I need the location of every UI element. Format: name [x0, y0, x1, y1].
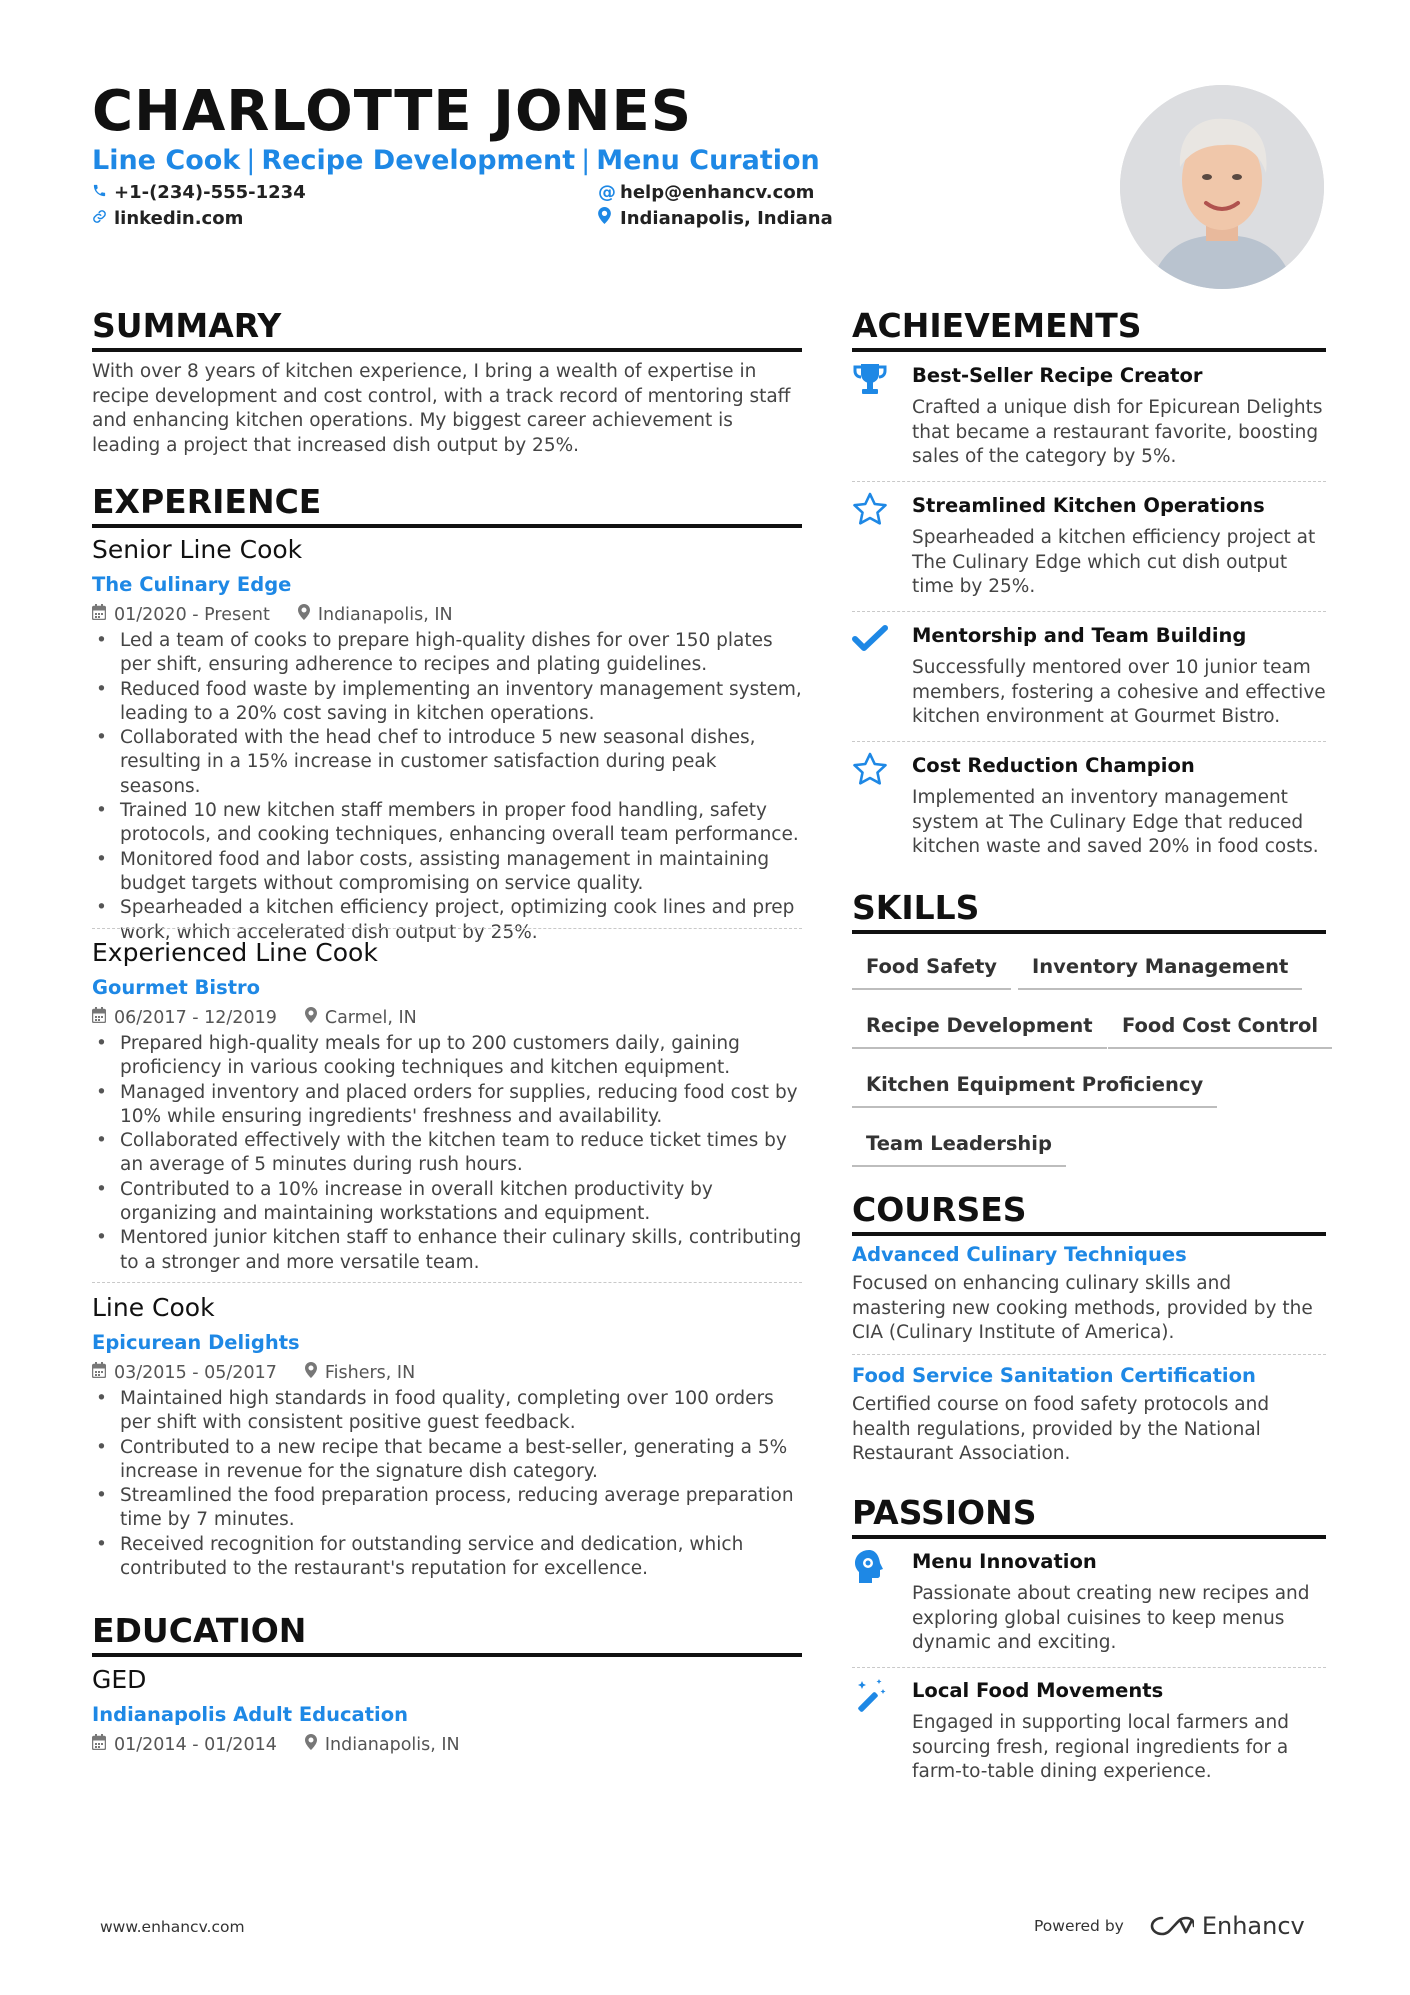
skill-tag: Recipe Development — [852, 1007, 1107, 1049]
divider — [852, 611, 1326, 612]
candidate-name: CHARLOTTE JONES — [92, 79, 693, 144]
job-bullets — [92, 1387, 802, 1581]
experience-entry — [92, 534, 802, 945]
achievement-item — [852, 492, 1326, 600]
location-pin-icon — [598, 207, 620, 231]
bullet-item: • Monitored food and labor costs, assisting management in maintaining budget targets without compromising on service quality. — [92, 848, 802, 897]
enhancv-logo-icon — [1148, 1914, 1194, 1938]
headline-part-3: Menu Curation — [596, 145, 820, 176]
achievement-text: Spearheaded a kitchen efficiency project at The Culinary Edge which cut dish output time by 25%. — [912, 527, 1316, 597]
bullet-item: • Contributed to a 10% increase in overall kitchen productivity by organizing and maintaining workstations and equipment. — [92, 1178, 802, 1227]
achievement-text: Successfully mentored over 10 junior team members, fostering a cohesive and effective kitchen environment at Gourmet Bistro. — [912, 657, 1326, 727]
divider — [852, 741, 1326, 742]
star-outline-icon — [852, 492, 892, 532]
contact-phone[interactable] — [92, 181, 306, 205]
linkedin-text: linkedin.com — [114, 208, 244, 229]
headline-part-2: Recipe Development — [261, 145, 576, 176]
job-location: Fishers, IN — [324, 1363, 416, 1383]
job-meta — [92, 1006, 802, 1030]
divider — [92, 1282, 802, 1283]
job-company[interactable]: The Culinary Edge — [92, 573, 292, 596]
job-company[interactable]: Gourmet Bistro — [92, 976, 261, 999]
passion-title: Local Food Movements — [912, 1679, 1164, 1702]
achievement-text: Crafted a unique dish for Epicurean Delights that became a restaurant favorite, boosting sales of the category by 5%. — [912, 397, 1323, 467]
achievement-title: Best-Seller Recipe Creator — [912, 364, 1203, 387]
location-text: Indianapolis, Indiana — [620, 208, 833, 229]
job-meta — [92, 1361, 802, 1385]
divider — [92, 928, 802, 929]
course-text: Certified course on food safety protocols and health regulations, provided by the National Restaurant Association. — [852, 1394, 1270, 1464]
education-meta — [92, 1733, 802, 1757]
bullet-item: • Contributed to a new recipe that became a best-seller, generating a 5% increase in revenue for the signature dish category. — [92, 1436, 802, 1485]
phone-icon — [92, 181, 114, 205]
calendar-icon — [92, 1361, 106, 1385]
experience-entry — [92, 1292, 802, 1581]
location-pin-icon — [305, 1006, 317, 1030]
achievement-title: Mentorship and Team Building — [912, 624, 1247, 647]
job-company[interactable]: Epicurean Delights — [92, 1331, 300, 1354]
job-location: Carmel, IN — [324, 1008, 417, 1028]
education-entry — [92, 1664, 802, 1757]
passion-text: Engaged in supporting local farmers and sourcing fresh, regional ingredients for a farm-to-table dining experience. — [912, 1712, 1289, 1782]
summary-heading: SUMMARY — [92, 306, 802, 352]
education-location: Indianapolis, IN — [324, 1735, 460, 1755]
skill-tag: Kitchen Equipment Proficiency — [852, 1066, 1217, 1108]
bullet-item: • Led a team of cooks to prepare high-quality dishes for over 150 plates per shift, ensuring adherence to recipes and plating guidelines. — [92, 629, 802, 678]
job-role: Experienced Line Cook — [92, 938, 378, 967]
job-dates: 03/2015 - 05/2017 — [114, 1363, 277, 1383]
passion-title: Menu Innovation — [912, 1550, 1097, 1573]
course-item — [852, 1363, 1326, 1467]
passions-heading: PASSIONS — [852, 1493, 1326, 1539]
contact-email[interactable] — [598, 181, 814, 205]
summary-text: With over 8 years of kitchen experience, I bring a wealth of expertise in recipe development and cost control, with a track record of mentoring staff and enhancing kitchen operations. My biggest career achievement is leading a project that increased dish output by 25%. — [92, 361, 791, 456]
degree: GED — [92, 1665, 147, 1694]
job-bullets — [92, 1032, 802, 1275]
courses-heading: COURSES — [852, 1190, 1326, 1236]
achievement-item — [852, 622, 1326, 730]
skill-tag: Food Cost Control — [1108, 1007, 1332, 1049]
enhancv-logo[interactable] — [1148, 1912, 1305, 1940]
job-role: Line Cook — [92, 1293, 215, 1322]
experience-entry — [92, 937, 802, 1275]
achievements-heading: ACHIEVEMENTS — [852, 306, 1326, 352]
bullet-item: • Prepared high-quality meals for up to 200 customers daily, gaining proficiency in various cooking techniques and kitchen equipment. — [92, 1032, 802, 1081]
location-pin-icon — [305, 1733, 317, 1757]
passion-text: Passionate about creating new recipes and exploring global cuisines to keep menus dynamic and exciting. — [912, 1583, 1310, 1653]
calendar-icon — [92, 603, 106, 627]
course-title[interactable]: Advanced Culinary Techniques — [852, 1243, 1187, 1266]
job-meta — [92, 603, 802, 627]
bullet-item: • Spearheaded a kitchen efficiency project, optimizing cook lines and prep work, which accelerated dish output by 25%. — [92, 896, 802, 945]
headline — [92, 144, 820, 178]
contact-location — [598, 207, 833, 231]
job-bullets — [92, 629, 802, 945]
achievement-item — [852, 362, 1326, 470]
footer-website[interactable]: www.enhancv.com — [100, 1918, 245, 1936]
email-text: help@enhancv.com — [620, 182, 815, 203]
contact-linkedin[interactable] — [92, 207, 243, 231]
bullet-item: • Collaborated with the head chef to introduce 5 new seasonal dishes, resulting in a 15% increase in customer satisfaction during peak seasons. — [92, 726, 802, 799]
calendar-icon — [92, 1733, 106, 1757]
passion-item — [852, 1548, 1326, 1656]
location-pin-icon — [305, 1361, 317, 1385]
checkmark-icon — [852, 622, 892, 662]
phone-text: +1-(234)-555-1234 — [114, 182, 306, 203]
achievement-text: Implemented an inventory management system at The Culinary Edge that reduced kitchen waste and saved 20% in food costs. — [912, 787, 1319, 857]
job-dates: 01/2020 - Present — [114, 605, 270, 625]
bullet-item: • Maintained high standards in food quality, completing over 100 orders per shift with consistent positive guest feedback. — [92, 1387, 802, 1436]
achievement-title: Streamlined Kitchen Operations — [912, 494, 1265, 517]
divider — [852, 1667, 1326, 1668]
divider — [852, 481, 1326, 482]
headline-separator: | — [246, 145, 256, 176]
job-dates: 06/2017 - 12/2019 — [114, 1008, 277, 1028]
headline-part-1: Line Cook — [92, 145, 241, 176]
location-pin-icon — [298, 603, 310, 627]
achievement-title: Cost Reduction Champion — [912, 754, 1195, 777]
bullet-item: • Received recognition for outstanding service and dedication, which contributed to the restaurant's reputation for excellence. — [92, 1533, 802, 1582]
education-dates: 01/2014 - 01/2014 — [114, 1735, 277, 1755]
course-title[interactable]: Food Service Sanitation Certification — [852, 1364, 1256, 1387]
calendar-icon — [92, 1006, 106, 1030]
star-outline-icon — [852, 752, 892, 792]
brand-name: Enhancv — [1201, 1912, 1305, 1940]
achievement-item — [852, 752, 1326, 860]
bullet-item: • Managed inventory and placed orders for supplies, reducing food cost by 10% while ensuring ingredients' freshness and availability. — [92, 1081, 802, 1130]
bullet-item: • Reduced food waste by implementing an inventory management system, leading to a 20% cost saving in kitchen operations. — [92, 678, 802, 727]
bullet-item: • Mentored junior kitchen staff to enhance their culinary skills, contributing to a stronger and more versatile team. — [92, 1226, 802, 1275]
education-heading: EDUCATION — [92, 1611, 802, 1657]
powered-by-label: Powered by — [1034, 1917, 1124, 1935]
passion-item — [852, 1677, 1326, 1785]
job-role: Senior Line Cook — [92, 535, 303, 564]
course-item — [852, 1242, 1326, 1346]
school[interactable]: Indianapolis Adult Education — [92, 1703, 408, 1726]
trophy-icon — [852, 362, 892, 402]
bullet-item: • Collaborated effectively with the kitchen team to reduce ticket times by an average of 5 minutes during rush hours. — [92, 1129, 802, 1178]
head-idea-icon — [852, 1548, 892, 1588]
profile-photo — [1120, 85, 1324, 289]
footer-branding — [1034, 1912, 1305, 1940]
skill-tag: Food Safety — [852, 948, 1011, 990]
course-text: Focused on enhancing culinary skills and mastering new cooking methods, provided by the CIA (Culinary Institute of America). — [852, 1273, 1313, 1343]
experience-heading: EXPERIENCE — [92, 482, 802, 528]
magic-wand-icon — [852, 1677, 892, 1717]
skills-heading: SKILLS — [852, 888, 1326, 934]
skill-tag: Team Leadership — [852, 1125, 1066, 1167]
link-icon — [92, 207, 114, 231]
headline-separator: | — [581, 145, 591, 176]
job-location: Indianapolis, IN — [317, 605, 453, 625]
at-icon: @ — [598, 182, 616, 203]
divider — [852, 1354, 1326, 1355]
skill-tag: Inventory Management — [1018, 948, 1302, 990]
bullet-item: • Trained 10 new kitchen staff members in proper food handling, safety protocols, and cooking techniques, enhancing overall team performance. — [92, 799, 802, 848]
bullet-item: • Streamlined the food preparation process, reducing average preparation time by 7 minutes. — [92, 1484, 802, 1533]
